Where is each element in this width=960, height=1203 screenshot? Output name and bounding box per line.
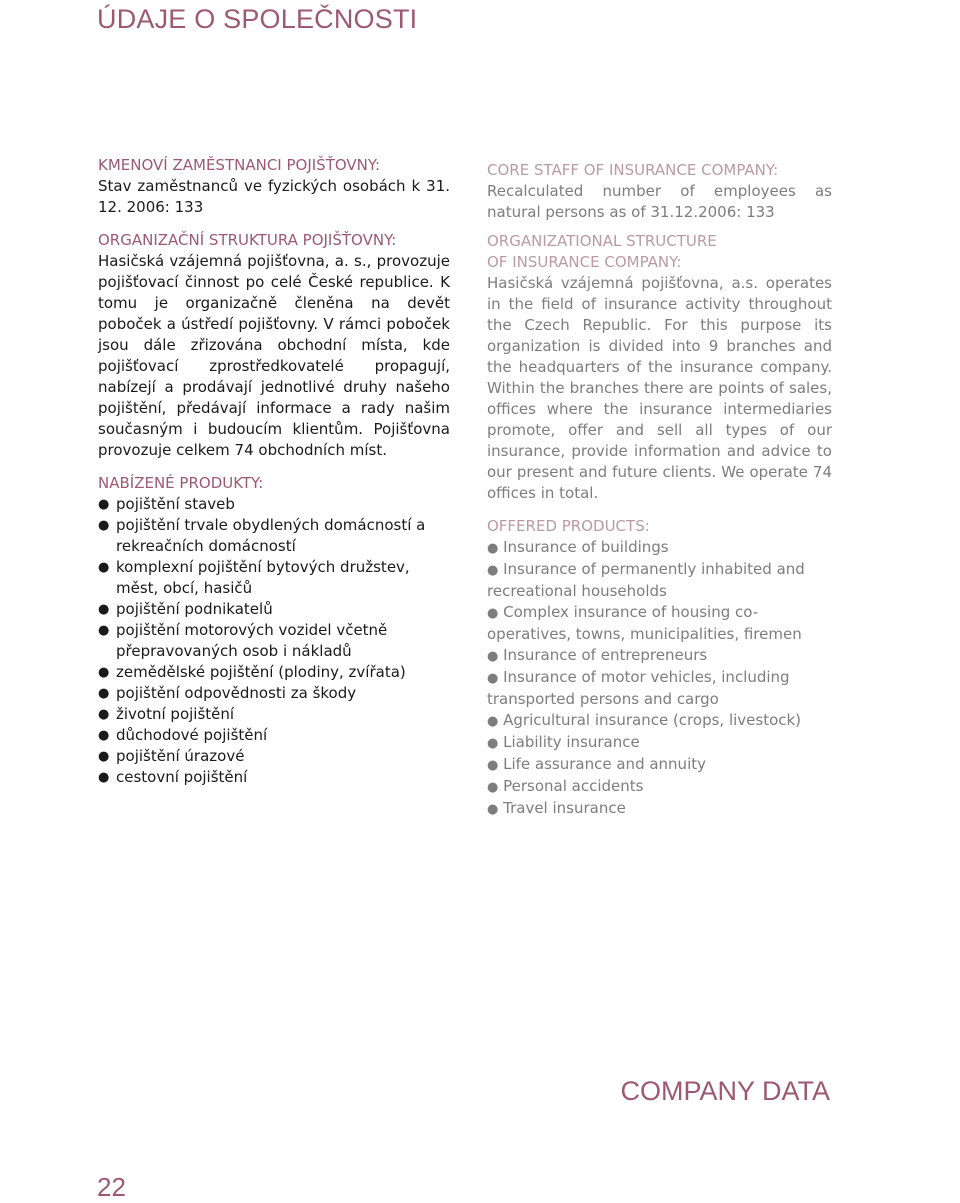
product-label: pojištění motorových vozidel včetně přepravovaných osob i nákladů xyxy=(116,621,388,660)
english-column xyxy=(487,160,832,820)
bullet-icon: ● xyxy=(98,707,110,722)
product-item xyxy=(487,559,832,602)
bullet-icon: ● xyxy=(98,623,110,638)
product-label: Liability insurance xyxy=(503,733,640,751)
bullet-icon: ● xyxy=(98,560,110,575)
product-item xyxy=(98,515,450,557)
staff-text-en: Recalculated number of employees as natural persons as of 31.12.2006: 133 xyxy=(487,182,832,221)
product-item xyxy=(487,537,832,559)
staff-heading-en: CORE STAFF OF INSURANCE COMPANY: xyxy=(487,161,779,179)
staff-heading-cz: KMENOVÍ ZAMĚSTNANCI POJIŠŤOVNY: xyxy=(98,156,381,174)
product-item xyxy=(98,599,450,620)
product-list-cz xyxy=(98,494,450,788)
product-item xyxy=(487,710,832,732)
org-heading-en: ORGANIZATIONAL STRUCTURE OF INSURANCE COMPANY: xyxy=(487,232,717,271)
product-item xyxy=(98,662,450,683)
product-item xyxy=(487,754,832,776)
product-label: pojištění staveb xyxy=(116,495,235,513)
product-label: komplexní pojištění bytových družstev, měst, obcí, hasičů xyxy=(116,558,410,597)
czech-column xyxy=(98,155,450,788)
bullet-icon: ● xyxy=(98,497,110,512)
org-text-cz: Hasičská vzájemná pojišťovna, a. s., provozuje pojišťovací činnost po celé České republice. K tomu je organizačně členěna na devět poboček a ústředí pojišťovny. V rámci poboček jsou dále zřizována obchodní místa, kde pojišťovací zprostředkovatelé propagují, nabízejí a prodávají jednotlivé druhy našeho pojištění, předávají informace a rady našim současným i budoucím klientům. Pojišťovna provozuje celkem 74 obchodních míst. xyxy=(98,252,450,459)
bullet-icon: ● xyxy=(487,736,499,751)
product-item xyxy=(98,704,450,725)
product-item xyxy=(98,683,450,704)
product-item xyxy=(487,645,832,667)
bullet-icon: ● xyxy=(98,728,110,743)
product-item xyxy=(98,494,450,515)
product-label: pojištění úrazové xyxy=(116,747,245,765)
product-label: životní pojištění xyxy=(116,705,235,723)
product-label: Insurance of motor vehicles, including transported persons and cargo xyxy=(487,668,790,708)
staff-text-cz: Stav zaměstnanců ve fyzických osobách k 31. 12. 2006: 133 xyxy=(98,177,450,216)
product-label: Travel insurance xyxy=(503,799,626,817)
product-label: pojištění podnikatelů xyxy=(116,600,273,618)
product-label: Insurance of entrepreneurs xyxy=(503,646,708,664)
bullet-icon: ● xyxy=(98,749,110,764)
bullet-icon: ● xyxy=(487,649,499,664)
product-label: Insurance of buildings xyxy=(503,538,669,556)
product-item xyxy=(487,798,832,820)
bullet-icon: ● xyxy=(487,802,499,817)
product-label: pojištění odpovědnosti za škody xyxy=(116,684,357,702)
product-item xyxy=(98,767,450,788)
org-heading-cz: ORGANIZAČNÍ STRUKTURA POJIŠŤOVNY: xyxy=(98,231,397,249)
product-item xyxy=(487,732,832,754)
product-label: Agricultural insurance (crops, livestock) xyxy=(503,711,802,729)
bullet-icon: ● xyxy=(98,686,110,701)
bullet-icon: ● xyxy=(487,606,499,621)
product-label: důchodové pojištění xyxy=(116,726,268,744)
page-number: 22 xyxy=(97,1172,126,1202)
products-heading-en: OFFERED PRODUCTS: xyxy=(487,517,650,535)
product-item xyxy=(487,776,832,798)
bullet-icon: ● xyxy=(487,541,499,556)
product-label: Insurance of permanently inhabited and recreational households xyxy=(487,560,805,600)
product-label: Personal accidents xyxy=(503,777,644,795)
page-title: ÚDAJE O SPOLEČNOSTI xyxy=(97,4,418,34)
bullet-icon: ● xyxy=(98,518,110,533)
product-label: Life assurance and annuity xyxy=(503,755,706,773)
product-label: pojištění trvale obydlených domácností a rekreačních domácností xyxy=(116,516,426,555)
products-heading-cz: NABÍZENÉ PRODUKTY: xyxy=(98,474,264,492)
product-list-en xyxy=(487,537,832,820)
bullet-icon: ● xyxy=(487,780,499,795)
product-label: Complex insurance of housing co-operatives, towns, municipalities, firemen xyxy=(487,603,802,643)
bullet-icon: ● xyxy=(98,665,110,680)
product-item xyxy=(98,557,450,599)
org-text-en: Hasičská vzájemná pojišťovna, a.s. operates in the field of insurance activity throughout the Czech Republic. For this purpose its organization is divided into 9 branches and the headquarters of the insurance company. Within the branches there are points of sales, offices where the insurance intermediaries promote, offer and sell all types of our insurance, provide information and advice to our present and future clients. We operate 74 offices in total. xyxy=(487,274,832,502)
bullet-icon: ● xyxy=(487,671,499,686)
product-item xyxy=(98,746,450,767)
section-footer-title: COMPANY DATA xyxy=(620,1076,830,1106)
bullet-icon: ● xyxy=(487,714,499,729)
product-item xyxy=(487,667,832,710)
product-label: zemědělské pojištění (plodiny, zvířata) xyxy=(116,663,406,681)
bullet-icon: ● xyxy=(487,758,499,773)
bullet-icon: ● xyxy=(487,563,499,578)
product-item xyxy=(98,620,450,662)
bullet-icon: ● xyxy=(98,770,110,785)
product-label: cestovní pojištění xyxy=(116,768,248,786)
bullet-icon: ● xyxy=(98,602,110,617)
product-item xyxy=(98,725,450,746)
product-item xyxy=(487,602,832,645)
